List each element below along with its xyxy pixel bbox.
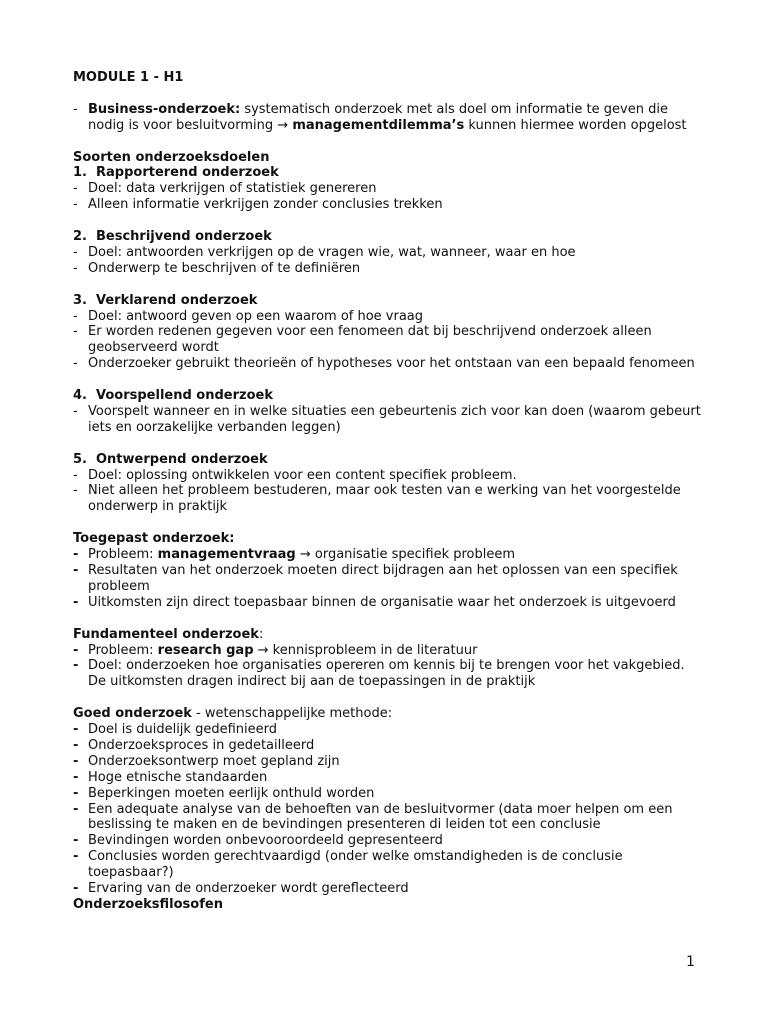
list-item: - Bevindingen worden onbevooroordeeld gepresenteerd bbox=[73, 833, 443, 849]
list-item: - Doel is duidelijk gedefinieerd bbox=[73, 722, 277, 738]
section-2-heading: 2. Beschrijvend onderzoek bbox=[73, 229, 272, 245]
list-item: - Doel: data verkrijgen of statistiek genereren bbox=[73, 181, 377, 197]
list-item: - Resultaten van het onderzoek moeten direct bijdragen aan het oplossen van een specifiek probleem bbox=[73, 562, 678, 594]
list-item: - Er worden redenen gegeven voor een fenomeen dat bij beschrijvend onderzoek alleen geobserveerd wordt bbox=[73, 324, 652, 356]
page-content bbox=[73, 70, 703, 913]
intro-term: Business-onderzoek: bbox=[88, 101, 241, 117]
list-item: - Ervaring van de onderzoeker wordt gereflecteerd bbox=[73, 881, 409, 897]
list-item: - Beperkingen moeten eerlijk onthuld worden bbox=[73, 785, 375, 801]
section-4-heading: 4. Voorspellend onderzoek bbox=[73, 388, 273, 404]
list-item: - Doel: antwoord geven op een waarom of hoe vraag bbox=[73, 308, 424, 324]
list-item: - Doel: antwoorden verkrijgen op de vragen wie, wat, wanneer, waar en hoe bbox=[73, 244, 576, 260]
section-5-heading: 5. Ontwerpend onderzoek bbox=[73, 451, 268, 467]
intro-item: - Business-onderzoek: systematisch onderzoek met als doel om informatie te geven die nodig is voor besluitvorming → managementdilemma’s kunnen hiermee worden opgelost bbox=[73, 101, 687, 133]
fundamenteel-heading: Fundamenteel onderzoek: bbox=[73, 626, 264, 642]
list-item: - Probleem: research gap → kennisprobleem in de literatuur bbox=[73, 642, 478, 658]
list-item: - Voorspelt wanneer en in welke situaties een gebeurtenis zich voor kan doen (waarom gebeurt iets en oorzakelijke verbanden leggen) bbox=[73, 403, 701, 435]
list-item: - Hoge etnische standaarden bbox=[73, 769, 268, 785]
list-item: - Onderzoeker gebruikt theorieën of hypotheses voor het ontstaan van een bepaald fenomeen bbox=[73, 356, 695, 372]
section-1-heading: 1. Rapporterend onderzoek bbox=[73, 165, 279, 181]
toegepast-term: managementvraag bbox=[157, 547, 296, 563]
soorten-heading: Soorten onderzoeksdoelen bbox=[73, 149, 270, 165]
list-item: - Onderzoeksproces in gedetailleerd bbox=[73, 737, 315, 753]
list-item: - Doel: oplossing ontwikkelen voor een content specifiek probleem. bbox=[73, 467, 517, 483]
list-item: - Probleem: managementvraag → organisatie specifiek probleem bbox=[73, 547, 516, 563]
list-item: - Uitkomsten zijn direct toepasbaar binnen de organisatie waar het onderzoek is uitgevoerd bbox=[73, 594, 676, 610]
list-item: - Een adequate analyse van de behoeften van de besluitvormer (data moer helpen om een beslissing te maken en de bevindingen presenteren di leiden tot een conclusie bbox=[73, 801, 673, 833]
list-item: - Doel: onderzoeken hoe organisaties opereren om kennis bij te brengen voor het vakgebied. De uitkomsten dragen indirect bij aan de toepassingen in de praktijk bbox=[73, 658, 685, 690]
filosofen-heading: Onderzoeksfilosofen bbox=[73, 896, 223, 912]
intro-term-2: managementdilemma’s bbox=[292, 117, 465, 133]
module-title: MODULE 1 - H1 bbox=[73, 70, 184, 85]
list-item: - Conclusies worden gerechtvaardigd (onder welke omstandigheden is de conclusie toepasbaar?) bbox=[73, 849, 623, 881]
fundamenteel-term: research gap bbox=[157, 642, 254, 658]
toegepast-heading: Toegepast onderzoek: bbox=[73, 531, 235, 547]
list-item: - Onderzoeksontwerp moet gepland zijn bbox=[73, 753, 340, 769]
goed-heading: Goed onderzoek - wetenschappelijke methode: bbox=[73, 706, 393, 722]
section-3-heading: 3. Verklarend onderzoek bbox=[73, 292, 258, 308]
list-item: - Onderwerp te beschrijven of te definiëren bbox=[73, 260, 361, 276]
list-item: - Alleen informatie verkrijgen zonder conclusies trekken bbox=[73, 197, 443, 213]
list-item: - Niet alleen het probleem bestuderen, maar ook testen van e werking van het voorgestelde onderwerp in praktijk bbox=[73, 483, 681, 515]
page-number: 1 bbox=[686, 954, 695, 970]
